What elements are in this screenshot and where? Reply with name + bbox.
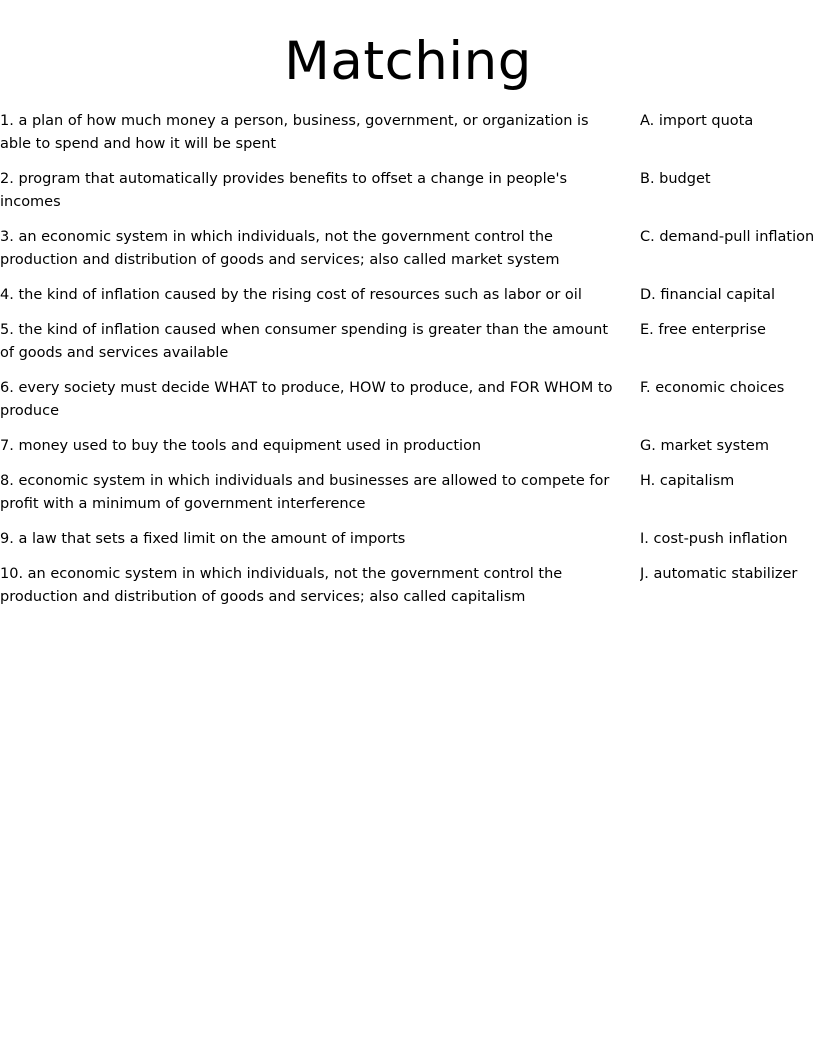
question-text: 8. economic system in which individuals and businesses are allowed to compete for profit with a minimum of government interference xyxy=(0,473,610,512)
matching-row xyxy=(0,528,816,551)
matching-row xyxy=(0,284,816,307)
answer-option: G. market system xyxy=(640,438,769,454)
matching-row xyxy=(0,377,816,423)
question-text: 1. a plan of how much money a person, business, government, or organization is able to spend and how it will be spent xyxy=(0,113,589,152)
matching-row xyxy=(0,319,816,365)
question-text: 5. the kind of inflation caused when consumer spending is greater than the amount of goods and services available xyxy=(0,322,609,361)
answer-option: J. automatic stabilizer xyxy=(640,566,798,582)
matching-row xyxy=(0,110,816,156)
matching-row xyxy=(0,226,816,272)
answer-option: F. economic choices xyxy=(640,380,785,396)
matching-row xyxy=(0,168,816,214)
question-text: 10. an economic system in which individuals, not the government control the production and distribution of goods and services; also called capitalism xyxy=(0,566,563,605)
matching-list xyxy=(0,110,816,621)
answer-option: I. cost-push inflation xyxy=(640,531,788,547)
matching-row xyxy=(0,563,816,609)
question-text: 6. every society must decide WHAT to produce, HOW to produce, and FOR WHOM to produce xyxy=(0,380,613,419)
answer-option: B. budget xyxy=(640,171,711,187)
question-text: 2. program that automatically provides benefits to offset a change in people's incomes xyxy=(0,171,568,210)
question-text: 9. a law that sets a fixed limit on the amount of imports xyxy=(0,531,406,547)
matching-row xyxy=(0,435,816,458)
answer-option: H. capitalism xyxy=(640,473,735,489)
question-text: 3. an economic system in which individuals, not the government control the production and distribution of goods and services; also called market system xyxy=(0,229,560,268)
answer-option: C. demand-pull inflation xyxy=(640,229,815,245)
page-title: Matching xyxy=(284,31,532,92)
answer-option: E. free enterprise xyxy=(640,322,766,338)
question-text: 7. money used to buy the tools and equipment used in production xyxy=(0,438,482,454)
question-text: 4. the kind of inflation caused by the rising cost of resources such as labor or oil xyxy=(0,287,582,303)
matching-row xyxy=(0,470,816,516)
answer-option: D. financial capital xyxy=(640,287,775,303)
answer-option: A. import quota xyxy=(640,113,754,129)
